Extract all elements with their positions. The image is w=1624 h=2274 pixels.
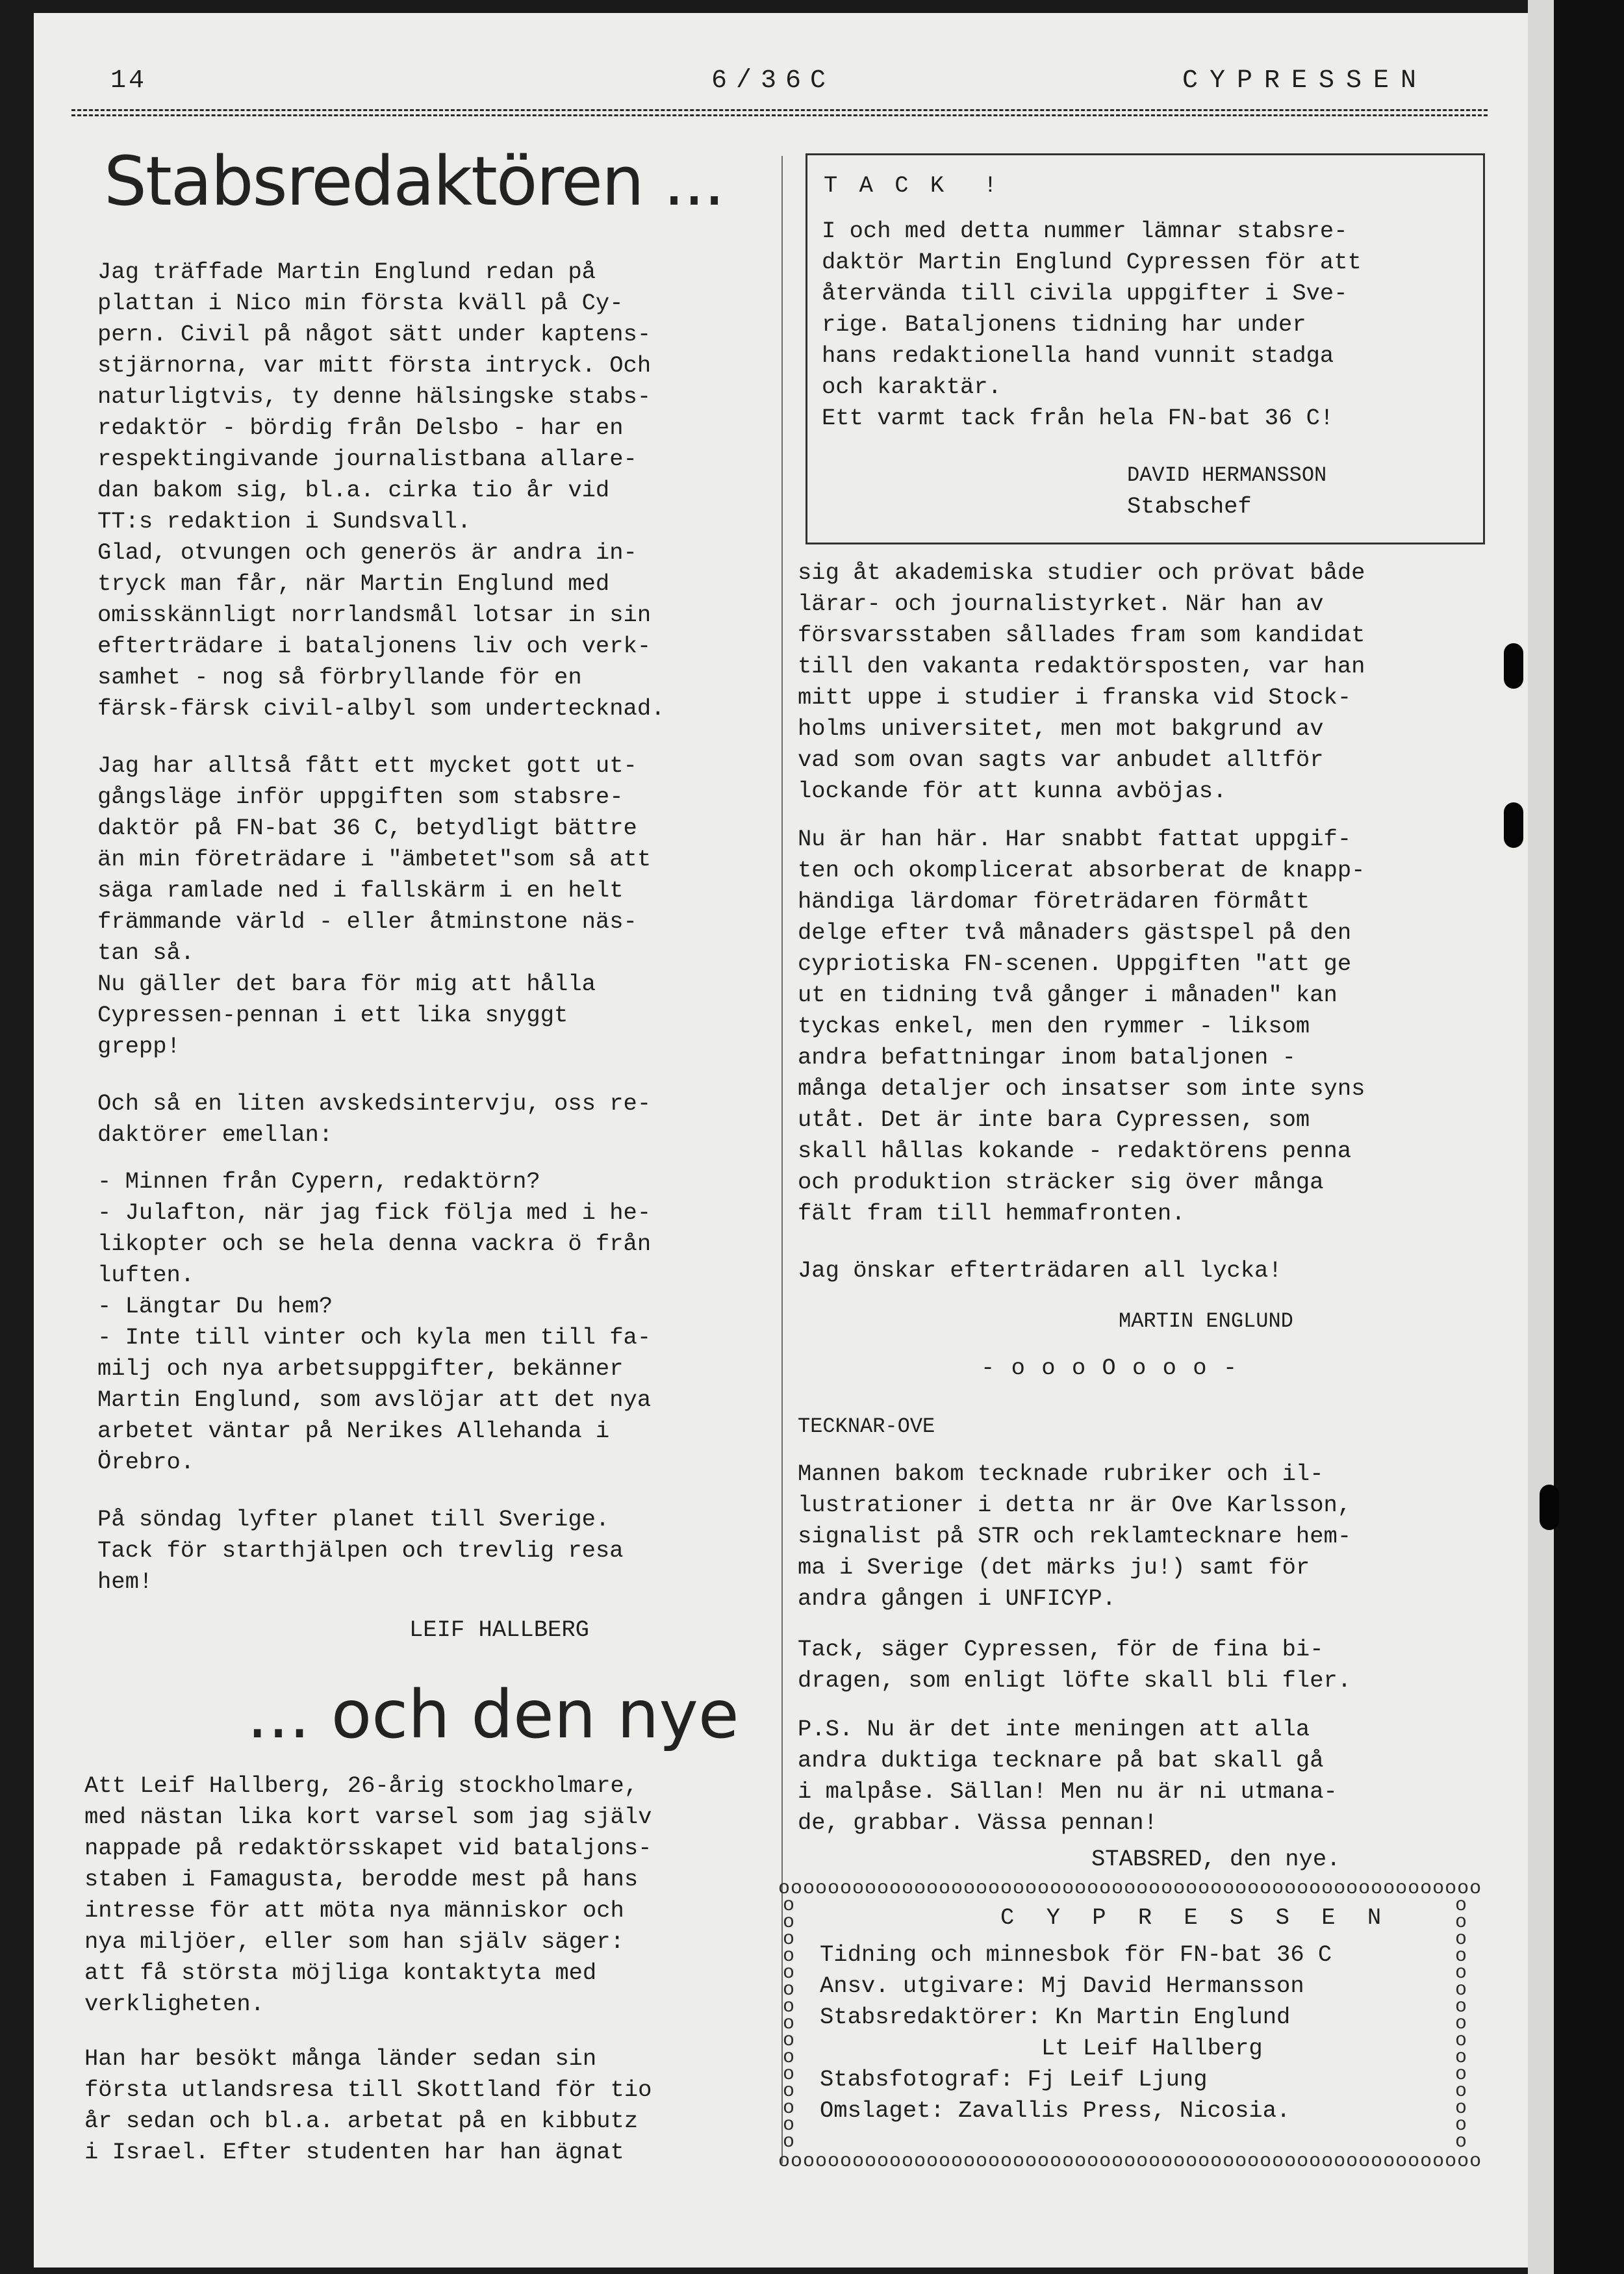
text-line: signalist på STR och reklamtecknare hem- [798, 1523, 1352, 1550]
text-line: många detaljer och insatser som inte syns [798, 1075, 1365, 1102]
text-line: Stabsfotograf: Fj Leif Ljung [820, 2066, 1208, 2093]
text-line: andra duktiga tecknare på bat skall gå [798, 1747, 1324, 1774]
text-line: Glad, otvungen och generös är andra in- [97, 539, 637, 566]
text-line: pern. Civil på något sätt under kaptens- [97, 321, 652, 348]
text-line: att få största möjliga kontaktyta med [84, 1960, 597, 1986]
byline: LEIF HALLBERG [409, 1616, 589, 1643]
text-line: daktörer emellan: [97, 1121, 333, 1148]
text-line: lockande för att kunna avböjas. [798, 778, 1227, 804]
header-rule [71, 109, 1488, 111]
text-line: Ansv. utgivare: Mj David Hermansson [820, 1973, 1304, 1999]
text-line: i Israel. Efter studenten har han ägnat [84, 2139, 624, 2165]
credits-title: C Y P R E S S E N [1000, 1904, 1391, 1931]
thanks-text [822, 216, 1362, 434]
text-line: Att Leif Hallberg, 26-årig stockholmare, [84, 1772, 639, 1799]
byline: STABSRED, den nye. [1091, 1846, 1341, 1872]
text-line: Jag träffade Martin Englund redan på [97, 259, 596, 285]
text-line: TT:s redaktion i Sundsvall. [97, 508, 472, 535]
paragraph [798, 824, 1365, 1229]
text-line: verkligheten. [84, 1991, 264, 2017]
text-line: återvända till civila uppgifter i Sve- [822, 280, 1348, 307]
text-line: gångsläge inför uppgiften som stabsre- [97, 784, 624, 810]
text-line: i malpåse. Sällan! Men nu är ni utmana- [798, 1778, 1338, 1805]
text-line: till den vakanta redaktörsposten, var han [798, 653, 1365, 680]
paragraph [97, 1504, 624, 1598]
page-edge [1528, 0, 1554, 2274]
interview-list [97, 1166, 651, 1478]
byline: MARTIN ENGLUND [1119, 1309, 1293, 1333]
text-line: Cypressen-pennan i ett lika snyggt [97, 1002, 568, 1028]
text-line: Stabsredaktörer: Kn Martin Englund [820, 2004, 1291, 2030]
paragraph [84, 1770, 652, 2020]
text-line: daktör Martin Englund Cypressen för att [822, 249, 1362, 275]
paragraph [798, 1634, 1351, 1696]
binder-hole [1540, 1485, 1559, 1530]
paragraph [798, 557, 1365, 807]
text-line: Mannen bakom tecknade rubriker och il- [798, 1461, 1324, 1487]
text-line: - Minnen från Cypern, redaktörn? [97, 1168, 540, 1195]
text-line: cypriotiska FN-scenen. Uppgiften "att ge [798, 951, 1352, 977]
text-line: holms universitet, men mot bakgrund av [798, 715, 1324, 742]
text-line: Omslaget: Zavallis Press, Nicosia. [820, 2097, 1291, 2124]
text-line: vad som ovan sagts var anbudet alltför [798, 747, 1324, 773]
text-line: försvarsstaben sållades fram som kandidat [798, 622, 1365, 648]
separator: - o o o O o o o - [981, 1355, 1239, 1381]
header-rule [71, 114, 1488, 116]
text-line: år sedan och bl.a. arbetat på en kibbutz [84, 2108, 639, 2134]
thanks-signer: DAVID HERMANSSON [1127, 463, 1327, 487]
text-line: sig åt akademiska studier och prövat både [798, 559, 1365, 586]
text-line: Nu är han här. Har snabbt fattat uppgif- [798, 826, 1352, 852]
text-line: ma i Sverige (det märks ju!) samt för [798, 1554, 1310, 1581]
text-line: tan så. [97, 939, 195, 966]
text-line: tryck man får, när Martin Englund med [97, 570, 610, 597]
text-line: stjärnorna, var mitt första intryck. Och [97, 352, 652, 379]
page-number: 14 [110, 66, 147, 96]
text-line: främmande värld - eller åtminstone näs- [97, 908, 637, 935]
text-line: hem! [97, 1568, 153, 1595]
paragraph [798, 1459, 1351, 1615]
text-line: nya miljöer, eller som han själv säger: [84, 1928, 624, 1955]
issue-number: 6/36C [711, 66, 835, 96]
text-line: arbetet väntar på Nerikes Allehanda i [97, 1418, 610, 1444]
text-line: Ett varmt tack från hela FN-bat 36 C! [822, 405, 1334, 431]
article-title: Stabsredaktören ... [104, 142, 724, 221]
text-line: naturligtvis, ty denne hälsingske stabs- [97, 383, 652, 410]
text-line: I och med detta nummer lämnar stabsre- [822, 218, 1348, 244]
text-line: fält fram till hemmafronten. [798, 1200, 1186, 1227]
text-line: säga ramlade ned i fallskärm i en helt [97, 877, 624, 904]
border-circles-top: ooooooooooooooooooooooooooooooooooooooooooooooooooooooooo [778, 1878, 1482, 1900]
border-circles-left: o o o o o o o o o o o o o o o [783, 1895, 796, 2153]
text-line: efterträdare i bataljonens liv och verk- [97, 633, 652, 659]
column-divider [781, 156, 783, 2164]
paragraph [97, 750, 651, 1062]
credits-text [820, 1939, 1332, 2127]
text-line: Tidning och minnesbok för FN-bat 36 C [820, 1941, 1332, 1968]
thanks-signer-title: Stabschef [1127, 493, 1252, 520]
text-line: luften. [97, 1262, 195, 1288]
intro-paragraph [97, 257, 665, 724]
section-title: TECKNAR-OVE [798, 1414, 935, 1438]
text-line: lärar- och journalistyrket. När han av [798, 591, 1324, 617]
border-circles-right: o o o o o o o o o o o o o o o [1455, 1895, 1468, 2153]
text-line: och karaktär. [822, 374, 1002, 400]
thanks-heading: T A C K ! [824, 172, 1002, 199]
text-line: lustrationer i detta nr är Ove Karlsson, [798, 1492, 1352, 1518]
text-line: daktör på FN-bat 36 C, betydligt bättre [97, 815, 637, 841]
scan-background [1554, 0, 1624, 2274]
binder-hole [1504, 643, 1523, 689]
text-line: dan bakom sig, bl.a. cirka tio år vid [97, 477, 610, 504]
paragraph [84, 2043, 652, 2168]
text-line: omisskännligt norrlandsmål lotsar in sin [97, 602, 652, 628]
text-line: respektingivande journalistbana allare- [97, 446, 637, 472]
text-line: skall hållas kokande - redaktörens penna [798, 1138, 1352, 1164]
text-line: än min företrädare i "ämbetet"som så att [97, 846, 652, 873]
text-line: första utlandsresa till Skottland för tio [84, 2076, 652, 2103]
paragraph [798, 1714, 1338, 1839]
article-title-2: ... och den nye [247, 1676, 739, 1754]
text-line: likopter och se hela denna vackra ö från [97, 1231, 652, 1257]
paragraph [97, 1088, 651, 1151]
text-line: - Längtar Du hem? [97, 1293, 333, 1320]
text-line: Och så en liten avskedsintervju, oss re- [97, 1090, 652, 1117]
text-line: samhet - nog så förbryllande för en [97, 664, 582, 691]
text-line: Han har besökt många länder sedan sin [84, 2045, 597, 2072]
text-line: Nu gäller det bara för mig att hålla [97, 971, 596, 997]
text-line: mitt uppe i studier i franska vid Stock- [798, 684, 1352, 711]
text-line: grepp! [97, 1033, 181, 1060]
text-line: hans redaktionella hand vunnit stadga [822, 342, 1334, 369]
text-line: ten och okomplicerat absorberat de knapp- [798, 857, 1365, 884]
text-line: rige. Bataljonens tidning har under [822, 311, 1306, 338]
text-line: färsk-färsk civil-albyl som undertecknad. [97, 695, 665, 722]
text-line: dragen, som enligt löfte skall bli fler. [798, 1667, 1352, 1694]
border-circles-bottom: ooooooooooooooooooooooooooooooooooooooooooooooooooooooooo [778, 2151, 1482, 2173]
text-line: P.S. Nu är det inte meningen att alla [798, 1716, 1310, 1743]
text-line: Lt Leif Hallberg [820, 2035, 1263, 2062]
text-line: - Julafton, när jag fick följa med i he- [97, 1199, 652, 1226]
text-line: redaktör - bördig från Delsbo - har en [97, 415, 624, 441]
text-line: milj och nya arbetsuppgifter, bekänner [97, 1355, 624, 1382]
text-line: händiga lärdomar företrädaren förmått [798, 888, 1310, 915]
publication-name: CYPRESSEN [1182, 66, 1428, 96]
text-line: På söndag lyfter planet till Sverige. [97, 1506, 610, 1533]
text-line: staben i Famagusta, berodde mest på hans [84, 1866, 639, 1893]
text-line: andra befattningar inom bataljonen - [798, 1044, 1296, 1071]
text-line: Örebro. [97, 1449, 195, 1476]
text-line: andra gången i UNFICYP. [798, 1585, 1116, 1612]
page-header [71, 66, 1488, 105]
text-line: Martin Englund, som avslöjar att det nya [97, 1386, 652, 1413]
binder-hole [1504, 802, 1523, 848]
text-line: med nästan lika kort varsel som jag själv [84, 1804, 652, 1830]
text-line: tyckas enkel, men den rymmer - liksom [798, 1013, 1310, 1040]
text-line: Tack för starthjälpen och trevlig resa [97, 1537, 624, 1564]
text-line: - Inte till vinter och kyla men till fa- [97, 1324, 652, 1351]
paragraph: Jag önskar efterträdaren all lycka! [798, 1257, 1282, 1284]
text-line: delge efter två månaders gästspel på den [798, 919, 1352, 946]
text-line: plattan i Nico min första kväll på Cy- [97, 290, 624, 316]
text-line: intresse för att möta nya människor och [84, 1897, 624, 1924]
text-line: Jag har alltså fått ett mycket gott ut- [97, 752, 637, 779]
text-line: ut en tidning två gånger i månaden" kan [798, 982, 1338, 1008]
text-line: och produktion sträcker sig över många [798, 1169, 1324, 1195]
text-line: nappade på redaktörsskapet vid bataljons- [84, 1835, 652, 1861]
text-line: Tack, säger Cypressen, för de fina bi- [798, 1636, 1324, 1663]
text-line: utåt. Det är inte bara Cypressen, som [798, 1106, 1310, 1133]
text-line: de, grabbar. Vässa pennan! [798, 1809, 1158, 1836]
